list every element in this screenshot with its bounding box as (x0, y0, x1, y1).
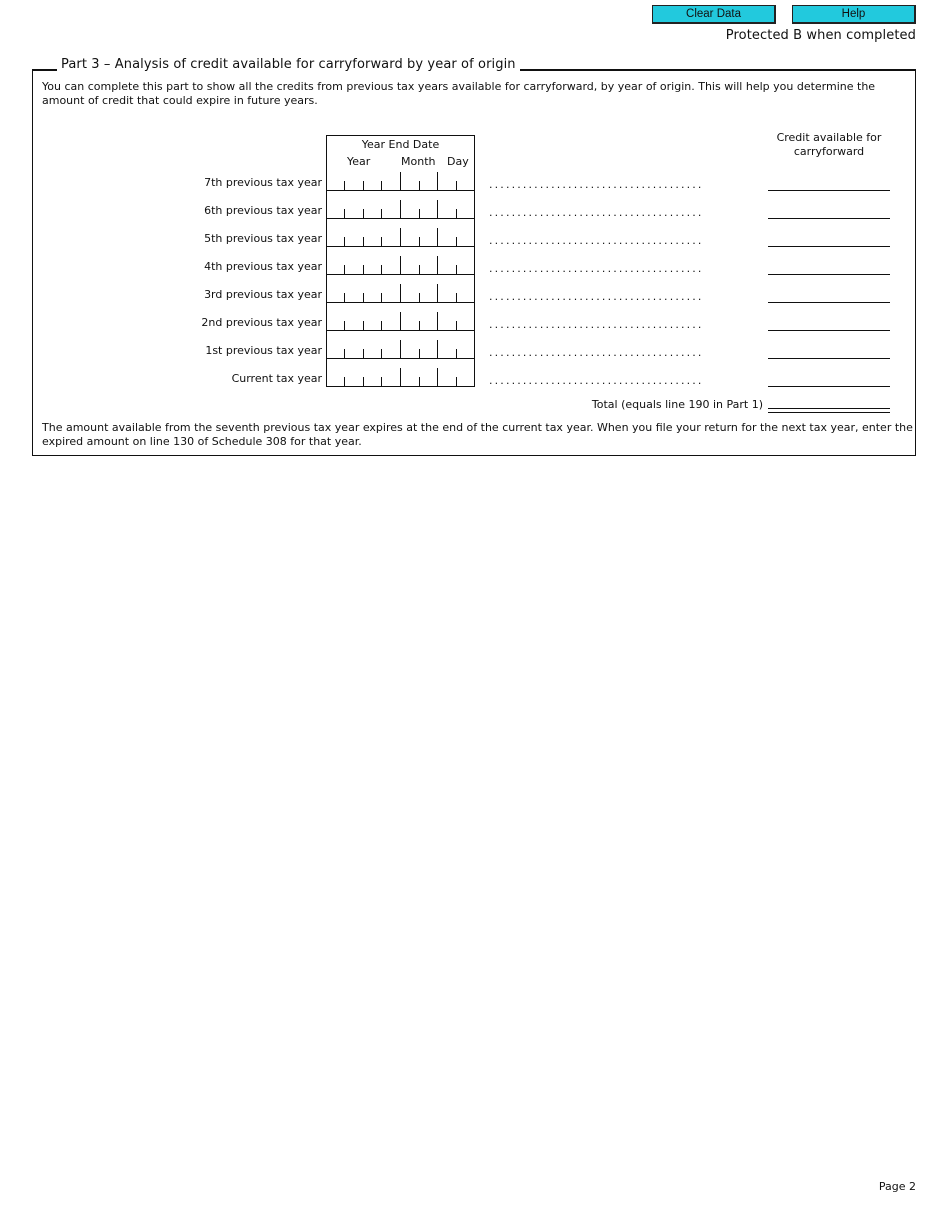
date-digit-tick (419, 293, 420, 303)
date-separator (437, 256, 438, 275)
date-separator (437, 172, 438, 191)
date-digit-tick (419, 377, 420, 387)
protected-notice: Protected B when completed (725, 28, 916, 43)
row-label: 1st previous tax year (205, 344, 322, 357)
date-digit-tick (381, 181, 382, 191)
page-number: Page 2 (878, 1180, 916, 1193)
date-digit-tick (363, 209, 364, 219)
date-digit-tick (344, 181, 345, 191)
month-column-label: Month (401, 155, 436, 168)
row-label: 5th previous tax year (204, 232, 322, 245)
row-label: 4th previous tax year (204, 260, 322, 273)
date-digit-tick (381, 321, 382, 331)
date-digit-tick (456, 209, 457, 219)
leader-dots: ...................................... (489, 318, 704, 331)
date-digit-tick (419, 237, 420, 247)
credit-amount-input[interactable] (768, 358, 890, 359)
date-separator (437, 312, 438, 331)
date-digit-tick (344, 265, 345, 275)
date-digit-tick (456, 377, 457, 387)
date-separator (400, 312, 401, 331)
date-digit-tick (419, 209, 420, 219)
date-digit-tick (456, 349, 457, 359)
date-separator (400, 284, 401, 303)
date-digit-tick (381, 265, 382, 275)
credit-amount-input[interactable] (768, 330, 890, 331)
year-column-label: Year (347, 155, 371, 168)
date-digit-tick (419, 265, 420, 275)
date-digit-tick (381, 237, 382, 247)
date-digit-tick (363, 377, 364, 387)
leader-dots: ...................................... (489, 234, 704, 247)
row-label: 6th previous tax year (204, 204, 322, 217)
row-label: 7th previous tax year (204, 176, 322, 189)
date-digit-tick (456, 321, 457, 331)
row-label: Current tax year (231, 372, 322, 385)
leader-dots: ...................................... (489, 178, 704, 191)
date-digit-tick (344, 293, 345, 303)
date-digit-tick (419, 181, 420, 191)
date-digit-tick (363, 237, 364, 247)
day-column-label: Day (447, 155, 469, 168)
date-digit-tick (381, 349, 382, 359)
credit-amount-input[interactable] (768, 302, 890, 303)
date-digit-tick (363, 181, 364, 191)
date-digit-tick (344, 321, 345, 331)
row-label: 2nd previous tax year (201, 316, 322, 329)
date-digit-tick (456, 237, 457, 247)
date-separator (437, 200, 438, 219)
date-digit-tick (344, 237, 345, 247)
clear-data-button[interactable]: Clear Data (652, 5, 776, 24)
credit-amount-input[interactable] (768, 274, 890, 275)
date-separator (437, 228, 438, 247)
date-digit-tick (344, 349, 345, 359)
date-digit-tick (344, 209, 345, 219)
leader-dots: ...................................... (489, 206, 704, 219)
date-digit-tick (363, 321, 364, 331)
year-end-date-header: Year End Date (361, 138, 440, 151)
date-digit-tick (363, 265, 364, 275)
date-digit-tick (363, 293, 364, 303)
date-separator (437, 284, 438, 303)
part3-intro: You can complete this part to show all the credits from previous tax years available for carryforward, by year of origin. This will help you determine the amount of credit that could expire in future years. (42, 80, 876, 107)
help-button[interactable]: Help (792, 5, 916, 24)
part3-title: Part 3 – Analysis of credit available for carryforward by year of origin (57, 57, 520, 72)
date-digit-tick (456, 181, 457, 191)
date-digit-tick (344, 377, 345, 387)
date-separator (400, 340, 401, 359)
row-label: 3rd previous tax year (204, 288, 322, 301)
date-separator (400, 200, 401, 219)
credit-amount-input[interactable] (768, 386, 890, 387)
date-digit-tick (381, 293, 382, 303)
date-separator (400, 228, 401, 247)
leader-dots: ...................................... (489, 374, 704, 387)
credit-amount-input[interactable] (768, 190, 890, 191)
date-digit-tick (456, 293, 457, 303)
date-digit-tick (381, 209, 382, 219)
date-digit-tick (363, 349, 364, 359)
credit-amount-input[interactable] (768, 246, 890, 247)
date-separator (437, 368, 438, 387)
leader-dots: ...................................... (489, 290, 704, 303)
total-input[interactable] (768, 408, 890, 413)
date-separator (400, 368, 401, 387)
date-separator (400, 256, 401, 275)
date-digit-tick (419, 349, 420, 359)
part3-footnote: The amount available from the seventh previous tax year expires at the end of the current tax year. When you file your return for the next tax year, enter the expired amount on line 130 of Schedule 308 for that year. (42, 421, 913, 448)
credit-amount-input[interactable] (768, 218, 890, 219)
date-digit-tick (381, 377, 382, 387)
total-label: Total (equals line 190 in Part 1) (591, 398, 763, 411)
date-digit-tick (456, 265, 457, 275)
date-separator (437, 340, 438, 359)
leader-dots: ...................................... (489, 346, 704, 359)
leader-dots: ...................................... (489, 262, 704, 275)
date-separator (400, 172, 401, 191)
date-digit-tick (419, 321, 420, 331)
credit-available-header: Credit available for carryforward (776, 131, 882, 158)
